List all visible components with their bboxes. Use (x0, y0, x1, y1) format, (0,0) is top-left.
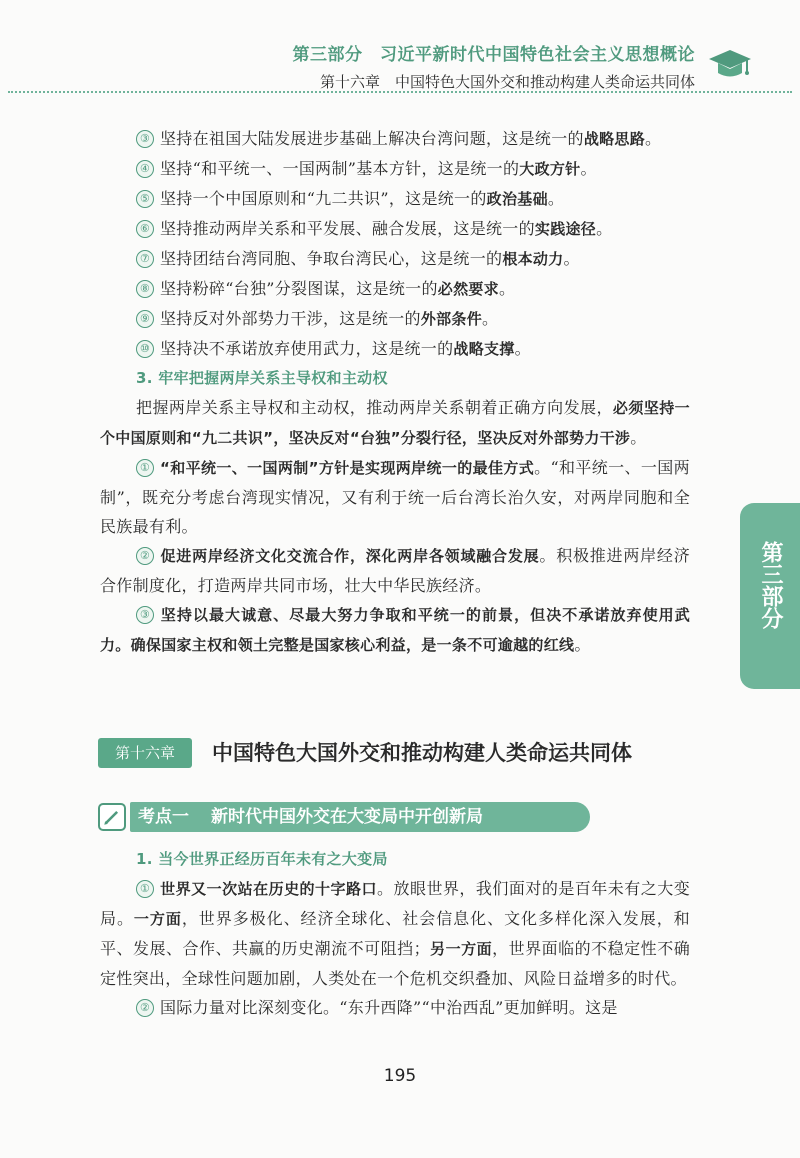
side-tab-label: 第三部分 (758, 541, 783, 629)
item-bold: 政治基础 (486, 190, 548, 208)
item-end: 。 (563, 249, 580, 268)
text: ，世界多极化、经济全球化、社会信息化、文化多样化深入发展，和平、发展、合作、共赢的历史潮流不可阻挡； (100, 909, 690, 958)
text: 把握两岸关系主导权和主动权，推动两岸关系朝着正确方向发展， (136, 398, 613, 417)
main-text-upper (100, 124, 690, 660)
list-item (100, 154, 690, 184)
kaodian-title: 新时代中国外交在大变局中开创新局 (211, 807, 483, 827)
item-number: ③ (136, 606, 154, 624)
bold-text: 另一方面 (429, 940, 493, 958)
paragraph (100, 993, 690, 1022)
bold-text: 一方面 (133, 910, 182, 928)
paragraph (100, 453, 690, 541)
section-title: 1. 当今世界正经历百年未有之大变局 (136, 850, 388, 868)
item-bold: 战略思路 (583, 130, 646, 148)
item-number: ① (136, 459, 154, 477)
item-text: 坚持反对外部势力干涉，这是统一的 (160, 309, 421, 328)
item-bold: 外部条件 (420, 310, 483, 328)
item-end: 。 (514, 339, 531, 358)
paragraph (100, 393, 690, 453)
graduation-cap-icon (708, 48, 752, 82)
item-text: 坚持团结台湾同胞、争取台湾民心，这是统一的 (160, 249, 503, 268)
item-end: 。 (498, 279, 516, 298)
side-tab (740, 503, 800, 689)
list-item (100, 304, 690, 334)
list-item (100, 124, 690, 154)
item-text: 坚持“和平统一、一国两制”基本方针，这是统一的 (160, 159, 520, 178)
page-number: 195 (383, 1066, 417, 1086)
item-number: ③ (136, 130, 154, 148)
item-end: 。 (580, 159, 597, 178)
header-divider (8, 91, 792, 93)
section-title: 3. 牢牢把握两岸关系主导权和主动权 (136, 369, 388, 387)
list-item (100, 274, 690, 304)
item-bold: 战略支撑 (453, 340, 515, 358)
item-number: ⑤ (136, 190, 154, 208)
item-number: ⑥ (136, 220, 154, 238)
item-number: ⑧ (136, 280, 154, 298)
bold-text: 世界又一次站在历史的十字路口 (160, 880, 377, 898)
item-end: 。 (482, 309, 499, 328)
kaodian-label (130, 802, 590, 832)
chapter-title: 中国特色大国外交和推动构建人类命运共同体 (212, 741, 632, 765)
header-chapter: 第十六章 中国特色大国外交和推动构建人类命运共同体 (319, 73, 695, 91)
list-item (100, 184, 690, 214)
item-end: 。 (596, 219, 613, 238)
header-part: 第三部分 习近平新时代中国特色社会主义思想概论 (292, 45, 695, 65)
paragraph (100, 600, 690, 660)
text: 国际力量对比深刻变化。“东升西降”“中治西乱”更加鲜明。这是 (160, 998, 618, 1017)
item-number: ④ (136, 160, 154, 178)
item-number: ⑨ (136, 310, 154, 328)
bold-text: “和平统一、一国两制”方针是实现两岸统一的最佳方式 (160, 459, 535, 477)
pencil-icon (98, 803, 126, 831)
item-text: 坚持决不承诺放弃使用武力，这是统一的 (160, 339, 454, 358)
item-bold: 实践途径 (534, 220, 597, 238)
item-end: 。 (645, 129, 662, 148)
item-number: ① (136, 880, 154, 898)
list-item (100, 334, 690, 364)
item-end: 。 (547, 189, 565, 208)
item-bold: 大政方针 (519, 160, 581, 178)
item-bold: 根本动力 (502, 250, 564, 268)
item-number: ② (136, 547, 154, 565)
main-text-lower (100, 845, 690, 1022)
text: 。积极推进两岸经济合作制度化，打造两岸共同市场，壮大中华民族经济。 (100, 546, 691, 595)
list-item (100, 214, 690, 244)
item-text: 坚持粉碎“台独”分裂图谋，这是统一的 (160, 279, 438, 298)
bold-text: 坚持以最大诚意、尽最大努力争取和平统一的前景，但决不承诺放弃使用武力。确保国家主权和领土完整是国家核心利益，是一条不可逾越的红线 (100, 606, 690, 654)
item-text: 坚持一个中国原则和“九二共识”，这是统一的 (160, 189, 487, 208)
chapter-heading (98, 734, 698, 774)
item-text: 坚持在祖国大陆发展进步基础上解决台湾问题，这是统一的 (160, 129, 584, 148)
text: 。 (574, 635, 591, 654)
item-bold: 必然要求 (437, 280, 499, 298)
paragraph (100, 874, 690, 993)
text: 。“和平统一、一国两制”，既充分考虑台湾现实情况，又有利于统一后台湾长治久安，对两岸同胞和全民族最有利。 (100, 458, 690, 536)
chapter-tag: 第十六章 (98, 738, 192, 768)
text: 。放眼世界，我们面对的是百年未有之大变局。 (100, 879, 691, 928)
text: ，世界面临的不稳定性不确定性突出，全球性问题加剧，人类处在一个危机交织叠加、风险日益增多的时代。 (100, 939, 690, 988)
paragraph (100, 541, 690, 600)
kaodian-number: 考点一 (138, 807, 189, 827)
item-number: ② (136, 999, 154, 1017)
text: 。 (630, 428, 647, 447)
bold-text: 必须坚持一个中国原则和“九二共识”，坚决反对“台独”分裂行径，坚决反对外部势力干涉 (100, 399, 690, 447)
running-header (293, 40, 696, 92)
item-number: ⑦ (136, 250, 154, 268)
bold-text: 促进两岸经济文化交流合作，深化两岸各领域融合发展 (160, 547, 540, 565)
item-text: 坚持推动两岸关系和平发展、融合发展，这是统一的 (160, 219, 535, 238)
item-number: ⑩ (136, 340, 154, 358)
list-item (100, 244, 690, 274)
